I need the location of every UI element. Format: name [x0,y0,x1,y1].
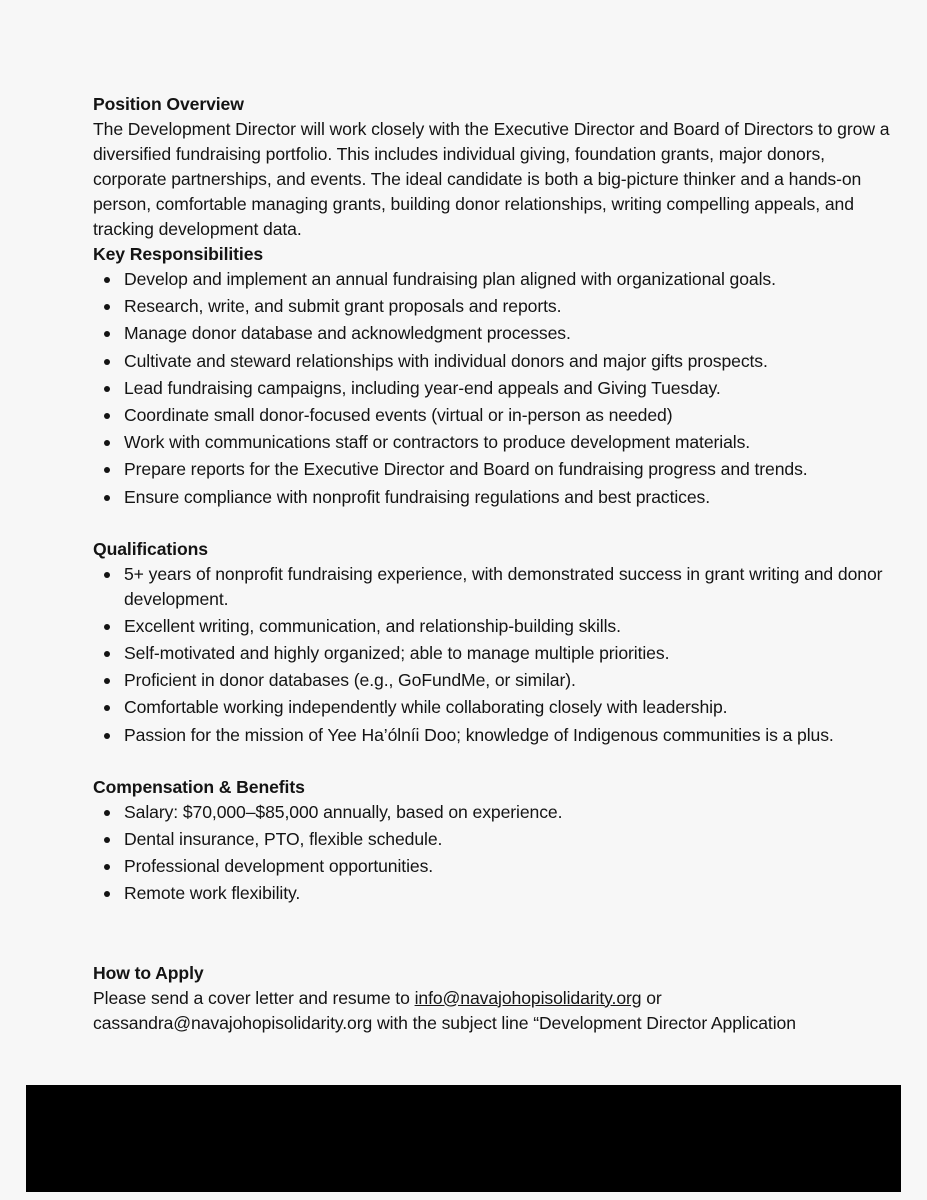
section-spacer [93,909,893,961]
list-item: Salary: $70,000–$85,000 annually, based on experience. [93,800,893,825]
list-item: Excellent writing, communication, and relationship-building skills. [93,614,893,639]
list-item: Professional development opportunities. [93,854,893,879]
redaction-bar [26,1085,901,1192]
list-item: Lead fundraising campaigns, including year-end appeals and Giving Tuesday. [93,376,893,401]
responsibilities-list [93,267,893,510]
apply-text [93,986,893,1036]
list-item: Manage donor database and acknowledgment processes. [93,321,893,346]
overview-text: The Development Director will work closely with the Executive Director and Board of Directors to grow a diversified fundraising portfolio. This includes individual giving, foundation grants, major donors, corporate partnerships, and events. The ideal candidate is both a big-picture thinker and a hands-on person, comfortable managing grants, building donor relationships, writing compelling appeals, and tracking development data. [93,119,890,239]
qualifications-heading: Qualifications [93,538,208,559]
list-item: Work with communications staff or contractors to produce development materials. [93,430,893,455]
list-item: Develop and implement an annual fundraising plan aligned with organizational goals. [93,267,893,292]
apply-heading: How to Apply [93,962,204,983]
list-item: Research, write, and submit grant proposals and reports. [93,294,893,319]
list-item: Dental insurance, PTO, flexible schedule. [93,827,893,852]
compensation-list [93,800,893,907]
email-link[interactable]: info@navajohopisolidarity.org [414,987,642,1008]
list-item: Ensure compliance with nonprofit fundraising regulations and best practices. [93,485,893,510]
list-item: Prepare reports for the Executive Director and Board on fundraising progress and trends. [93,457,893,482]
apply-text-before: Please send a cover letter and resume to [93,987,415,1008]
section-spacer [93,750,893,775]
list-item: Coordinate small donor-focused events (virtual or in-person as needed) [93,403,893,428]
list-item: Passion for the mission of Yee Ha’ólníi Doo; knowledge of Indigenous communities is a plus. [93,723,893,748]
list-item: Self-motivated and highly organized; able to manage multiple priorities. [93,641,893,666]
qualifications-list [93,562,893,748]
section-spacer [93,512,893,537]
list-item: Comfortable working independently while collaborating closely with leadership. [93,695,893,720]
list-item: Remote work flexibility. [93,881,893,906]
list-item: Proficient in donor databases (e.g., GoFundMe, or similar). [93,668,893,693]
responsibilities-heading: Key Responsibilities [93,244,264,264]
overview-heading: Position Overview [93,94,244,114]
apply-text-middle: or cassandra@navajohopisolidarity.org with the subject line “Development Director Application [93,987,796,1033]
list-item: 5+ years of nonprofit fundraising experience, with demonstrated success in grant writing and donor development. [93,562,893,612]
list-item: Cultivate and steward relationships with individual donors and major gifts prospects. [93,349,893,374]
compensation-heading: Compensation & Benefits [93,776,305,797]
job-description-document [93,92,893,1036]
